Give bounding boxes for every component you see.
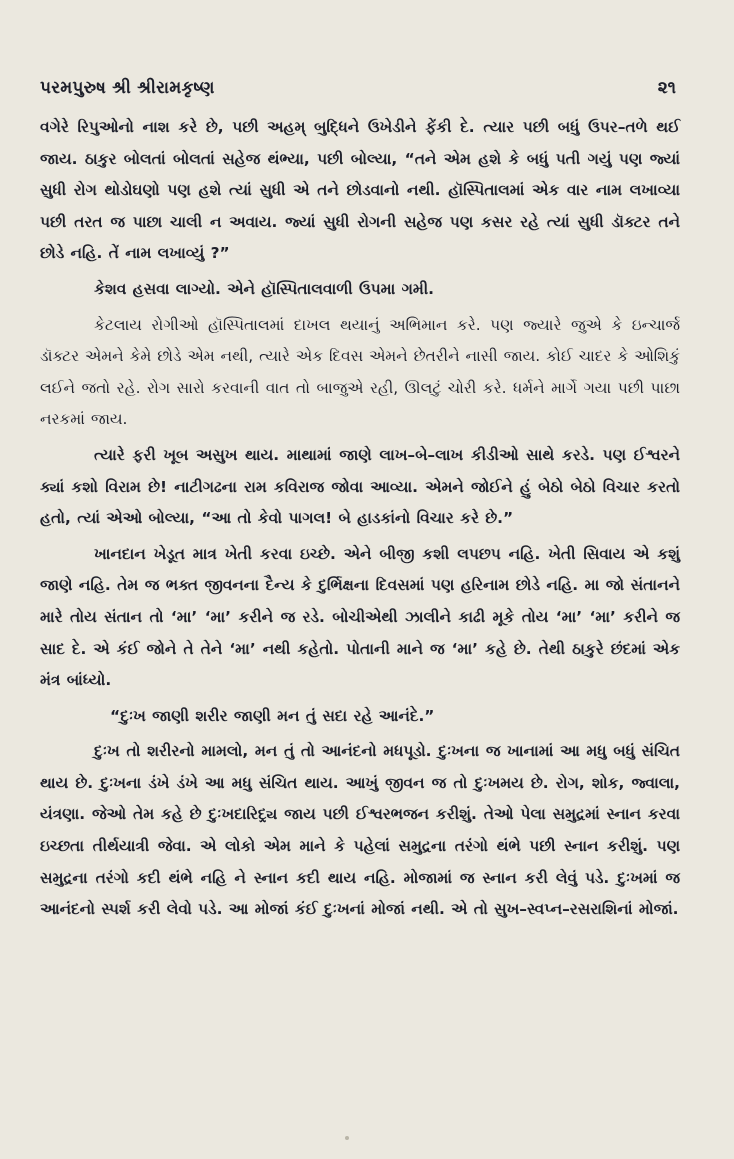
page-header bbox=[40, 78, 680, 98]
paper-speck bbox=[345, 1136, 349, 1140]
paragraph-1: વગેરે રિપુઓનો નાશ કરે છે, પછી અહમ્ બુદ્ધિને ઉખેડીને ફેંકી દે. ત્યાર પછી બધું ઉપર–તળે થઈ જાય. ઠાકુર બોલતાં બોલતાં સહેજ થંભ્યા, પછી બોલ્યા, “તને એમ હશે કે બધું પતી ગયું પણ જ્યાં સુધી રોગ થોડોઘણો પણ હશે ત્યાં સુધી એ તને છોડવાનો નથી. હૉસ્પિતાલમાં એક વાર નામ લખાવ્યા પછી તરત જ પાછા ચાલી ન અવાય. જ્યાં સુધી રોગની સહેજ પણ કસર રહે ત્યાં સુધી ડૉક્ટર તને છોડે નહિ. તેં નામ લખાવ્યું ?” bbox=[40, 118, 680, 263]
paragraph-3: કેટલાય રોગીઓ હૉસ્પિતાલમાં દાખલ થયાનું અભિમાન કરે. પણ જ્યારે જુએ કે ઇન્ચાર્જ ડૉક્ટર એમને કેમે છોડે એમ નથી, ત્યારે એક દિવસ એમને છેતરીને નાસી જાય. કોઈ ચાદર કે ઓશિકું લઈને જતો રહે. રોગ સારો કરવાની વાત તો બાજુએ રહી, ઊલટું ચોરી કરે. ધર્મને માર્ગે ગયા પછી પાછા નરકમાં જાય. bbox=[40, 315, 680, 429]
mantra-quote: “દુઃખ જાણી શરીર જાણી મન તું સદા રહે આનંદે.” bbox=[110, 706, 435, 725]
paragraph-2: કેશવ હસવા લાગ્યો. એને હૉસ્પિતાલવાળી ઉપમા ગમી. bbox=[94, 279, 435, 298]
paragraph-4: ત્યારે ફરી ખૂબ અસુખ થાય. માથામાં જાણે લાખ–બે–લાખ કીડીઓ સાથે કરડે. પણ ઈશ્વરને ક્યાં કશો વિરામ છે! નાટીગઢના રામ કવિરાજ જોવા આવ્યા. એમને જોઈને હું બેઠો બેઠો વિચાર કરતો હતો, ત્યાં એઓ બોલ્યા, “આ તો કેવો પાગલ! બે હાડકાંનો વિચાર કરે છે.” bbox=[40, 445, 680, 528]
running-title: પરમપુરુષ શ્રી શ્રીરામકૃષ્ણ bbox=[40, 78, 215, 98]
paragraph-5: ખાનદાન ખેડૂત માત્ર ખેતી કરવા ઇચ્છે. એને બીજી કશી લપછપ નહિ. ખેતી સિવાય એ કશું જાણે નહિ. તેમ જ ભક્ત જીવનના દૈન્ય કે દુર્ભિક્ષના દિવસમાં પણ હરિનામ છોડે નહિ. મા જો સંતાનને મારે તોય સંતાન તો ‘મા’ ‘મા’ કરીને જ રડે. બોચીએથી ઝાલીને કાઢી મૂકે તોય ‘મા’ ‘મા’ કરીને જ સાદ દે. એ કંઈ જોને તે તેને ‘મા’ નથી કહેતો. પોતાની માને જ ‘મા’ કહે છે. તેથી ઠાકુરે છંદમાં એક મંત્ર બાંધ્યો. bbox=[40, 544, 680, 690]
page-number: ૨૧ bbox=[657, 78, 676, 98]
paragraph-7: દુઃખ તો શરીરનો મામલો, મન તું તો આનંદનો મધપૂડો. દુઃખના જ ખાનામાં આ મધુ બધું સંચિત થાય છે. દુઃખના ડંખે ડંખે આ મધુ સંચિત થાય. આખું જીવન જ તો દુઃખમય છે. રોગ, શોક, જ્વાલા, યંત્રણા. જેઓ તેમ કહે છે દુઃખદારિદ્ર્ય જાય પછી ઈશ્વરભજન કરીશું. તેઓ પેલા સમુદ્રમાં સ્નાન કરવા ઇચ્છતા તીર્થયાત્રી જેવા. એ લોકો એમ માને કે પહેલાં સમુદ્રના તરંગો થંભે પછી સ્નાન કરીશું. પણ સમુદ્રના તરંગો કદી થંભે નહિ ને સ્નાન કદી થાય નહિ. મોજામાં જ સ્નાન કરી લેવું પડે. દુઃખમાં જ આનંદનો સ્પર્શ કરી લેવો પડે. આ મોજાં કંઈ દુઃખનાં મોજાં નથી. એ તો સુખ–સ્વપ્ન–રસરાશિનાં મોજાં. bbox=[40, 742, 680, 919]
